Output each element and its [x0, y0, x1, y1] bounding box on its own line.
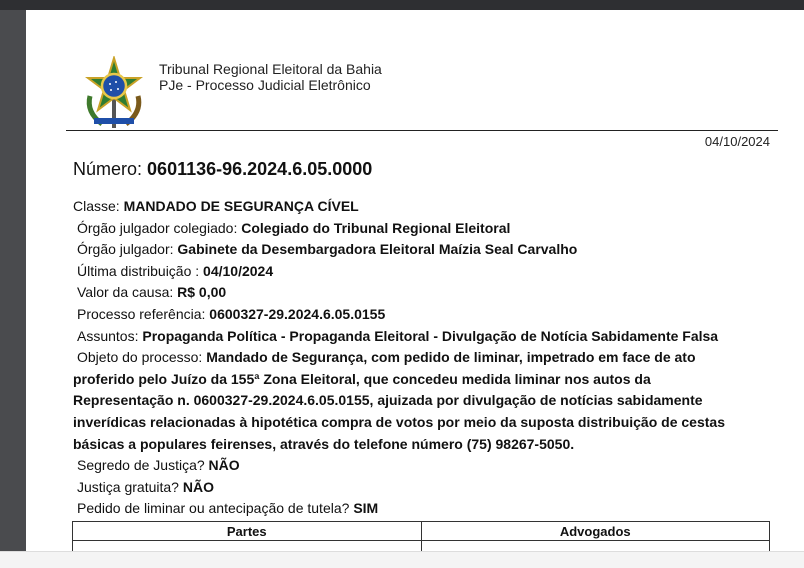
field-value: proferido pelo Juízo da 155ª Zona Eleitoral, que concedeu medida liminar nos autos da [73, 370, 651, 387]
field-value: 04/10/2024 [203, 262, 274, 279]
field-value: Mandado de Segurança, com pedido de liminar, impetrado em face de ato [206, 349, 696, 366]
process-number-label: Número: [73, 159, 143, 179]
field-label: Assuntos: [77, 327, 143, 344]
field-value: Representação n. 0600327-29.2024.6.05.0155, ajuizada por divulgação de notícias sabidamente [73, 392, 703, 409]
field-label: Última distribuição : [77, 262, 204, 279]
field-orgao-julgador [73, 239, 773, 261]
field-value: 0600327-29.2024.6.05.0155 [209, 305, 386, 322]
header-divider [66, 130, 778, 131]
field-label: Órgão julgador colegiado: [77, 219, 242, 236]
field-label: Processo referência: [77, 305, 210, 322]
field-value: NÃO [208, 457, 240, 474]
field-value: básicas a populares feirenses, através do telefone número (75) 98267-5050. [73, 435, 575, 452]
field-label: Valor da causa: [77, 284, 178, 301]
system-name: PJe - Processo Judicial Eletrônico [159, 76, 371, 93]
field-liminar [73, 498, 773, 520]
field-value: R$ 0,00 [177, 284, 227, 301]
viewer-bottom-bar [0, 551, 804, 568]
field-justica-gratuita [73, 477, 773, 499]
process-number-value: 0601136-96.2024.6.05.0000 [147, 159, 373, 179]
document-page [26, 10, 804, 567]
field-objeto [73, 347, 773, 455]
field-label: Órgão julgador: [77, 241, 178, 258]
field-value: Propaganda Política - Propaganda Eleitoral - Divulgação de Notícia Sabidamente Falsa [142, 327, 719, 344]
court-header [159, 62, 382, 93]
field-assuntos [73, 326, 773, 348]
field-label: Classe: [73, 198, 124, 214]
field-orgao-colegiado [73, 218, 773, 240]
column-header-partes: Partes [73, 522, 422, 541]
process-details [73, 196, 773, 520]
court-name: Tribunal Regional Eleitoral da Bahia [159, 61, 382, 77]
field-label: Pedido de liminar ou antecipação de tutela? [77, 500, 354, 517]
field-label: Objeto do processo: [77, 349, 207, 366]
field-value: Gabinete da Desembargadora Eleitoral Maízia Seal Carvalho [177, 241, 578, 258]
field-processo-referencia [73, 304, 773, 326]
field-label: Segredo de Justiça? [77, 457, 209, 474]
viewer-top-bar [0, 0, 804, 10]
field-value: inverídicas relacionadas à hipotética compra de votos por meio da suposta distribuição de cestas [73, 413, 725, 430]
field-value: SIM [353, 500, 379, 517]
field-label: Justiça gratuita? [77, 478, 183, 495]
column-header-advogados: Advogados [421, 522, 770, 541]
brazil-coat-of-arms-icon [80, 56, 148, 130]
document-date: 04/10/2024 [704, 134, 770, 149]
process-number [73, 159, 372, 180]
parties-table [72, 521, 770, 555]
field-valor-causa [73, 282, 773, 304]
field-segredo [73, 455, 773, 477]
viewer-left-gutter [0, 10, 26, 567]
field-classe [73, 196, 773, 218]
field-ultima-distribuicao [73, 261, 773, 283]
field-value: Colegiado do Tribunal Regional Eleitoral [241, 219, 511, 236]
field-value: MANDADO DE SEGURANÇA CÍVEL [123, 198, 359, 214]
field-value: NÃO [182, 478, 214, 495]
